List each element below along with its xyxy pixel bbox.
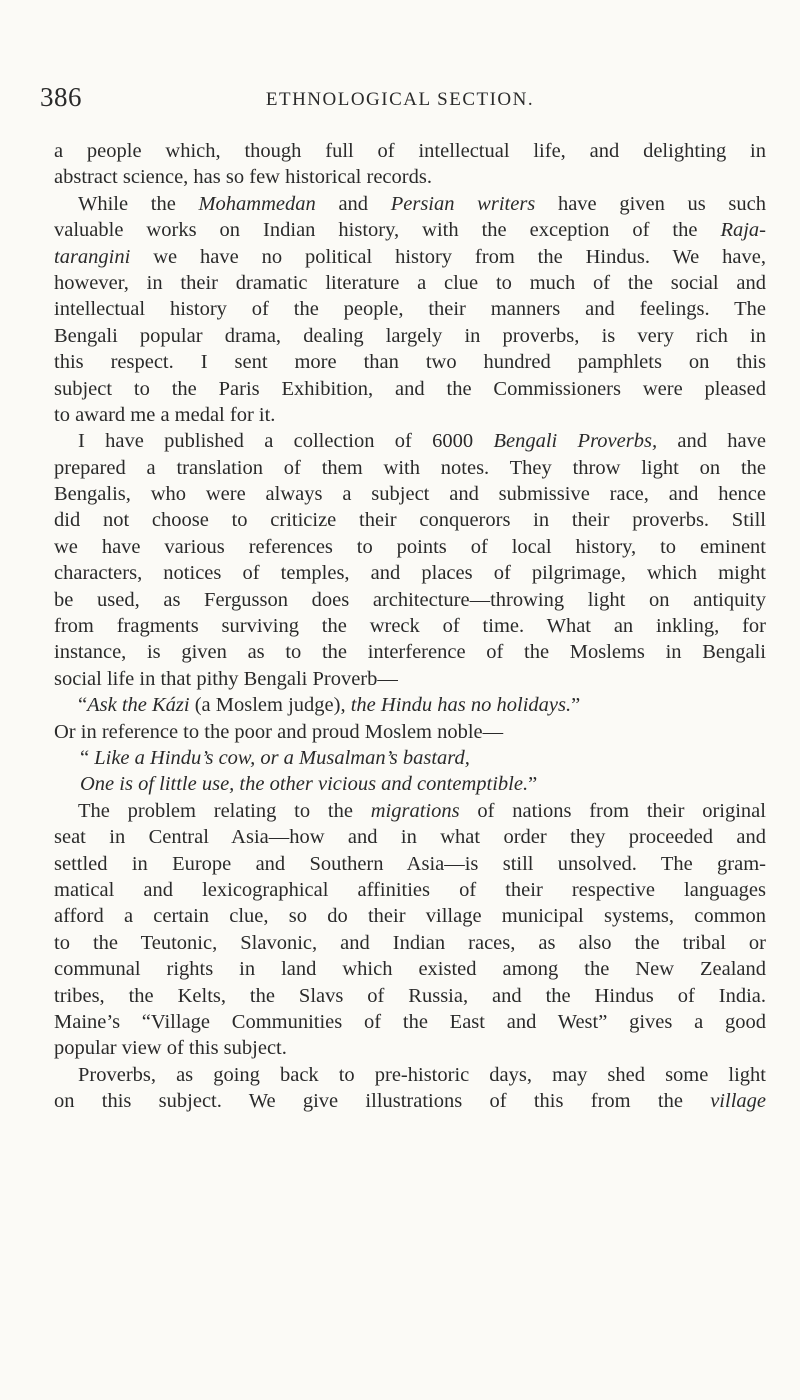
text-line: While the Mohammedan and Persian writers have given us such <box>78 192 767 215</box>
text-line: characters, notices of temples, and places of pilgrimage, which might <box>54 562 766 585</box>
text-line: Or in reference to the poor and proud Moslem noble— <box>54 720 504 743</box>
text-line: seat in Central Asia—how and in what order they proceeded and <box>54 826 766 849</box>
text-line: Proverbs, as going back to pre-historic days, may shed some light <box>78 1063 766 1086</box>
text-line: instance, is given as to the interference of the Moslems in Bengali <box>54 641 766 664</box>
text-line: settled in Europe and Southern Asia—is still unsolved. The gram- <box>54 852 766 875</box>
text-line: to the Teutonic, Slavonic, and Indian races, as also the tribal or <box>54 931 766 954</box>
body-text <box>54 138 766 1114</box>
text-line: from fragments surviving the wreck of time. What an inkling, for <box>54 615 766 638</box>
text-line: tribes, the Kelts, the Slavs of Russia, and the Hindus of India. <box>54 984 766 1007</box>
text-line: to award me a medal for it. <box>54 403 276 426</box>
text-line: valuable works on Indian history, with the exception of the Raja- <box>54 219 766 242</box>
page-number: 386 <box>40 82 82 112</box>
text-line: intellectual history of the people, their manners and feelings. The <box>54 298 766 321</box>
running-head: ETHNOLOGICAL SECTION. <box>265 89 535 110</box>
text-line: social life in that pithy Bengali Proverb— <box>54 667 398 690</box>
text-line: prepared a translation of them with notes. They throw light on the <box>54 456 766 479</box>
proverb-quote: “Ask the Kázi (a Moslem judge), the Hindu has no holidays.” <box>78 694 581 717</box>
text-line: a people which, though full of intellectual life, and delighting in <box>54 140 766 162</box>
text-line: popular view of this subject. <box>54 1037 287 1060</box>
text-line: communal rights in land which existed among the New Zealand <box>54 958 766 981</box>
proverb-quote: One is of little use, the other vicious and contemptible.” <box>80 773 538 796</box>
text-line: matical and lexicographical affinities of their respective languages <box>54 878 766 901</box>
text-line: we have various references to points of local history, to eminent <box>54 535 766 558</box>
text-line: on this subject. We give illustrations of this from the village <box>54 1090 766 1113</box>
text-line: abstract science, has so few historical records. <box>54 166 432 189</box>
text-line: however, in their dramatic literature a clue to much of the social and <box>54 271 766 294</box>
text-line: Bengali popular drama, dealing largely in proverbs, is very rich in <box>54 324 766 347</box>
text-line: did not choose to criticize their conquerors in their proverbs. Still <box>54 509 766 532</box>
proverb-quote: “ Like a Hindu’s cow, or a Musalman’s bastard, <box>80 746 470 769</box>
text-line: afford a certain clue, so do their village municipal systems, common <box>54 905 766 928</box>
text-line: subject to the Paris Exhibition, and the Commissioners were pleased <box>54 377 766 400</box>
text-line: tarangini we have no political history from the Hindus. We have, <box>54 245 766 268</box>
text-line: this respect. I sent more than two hundred pamphlets on this <box>54 351 766 374</box>
text-line: I have published a collection of 6000 Bengali Proverbs, and have <box>78 430 767 453</box>
text-line: Bengalis, who were always a subject and submissive race, and hence <box>54 483 766 506</box>
text-line: be used, as Fergusson does architecture—throwing light on antiquity <box>54 588 766 611</box>
text-line: The problem relating to the migrations of nations from their original <box>78 799 766 822</box>
text-line: Maine’s “Village Communities of the East and West” gives a good <box>54 1010 766 1033</box>
